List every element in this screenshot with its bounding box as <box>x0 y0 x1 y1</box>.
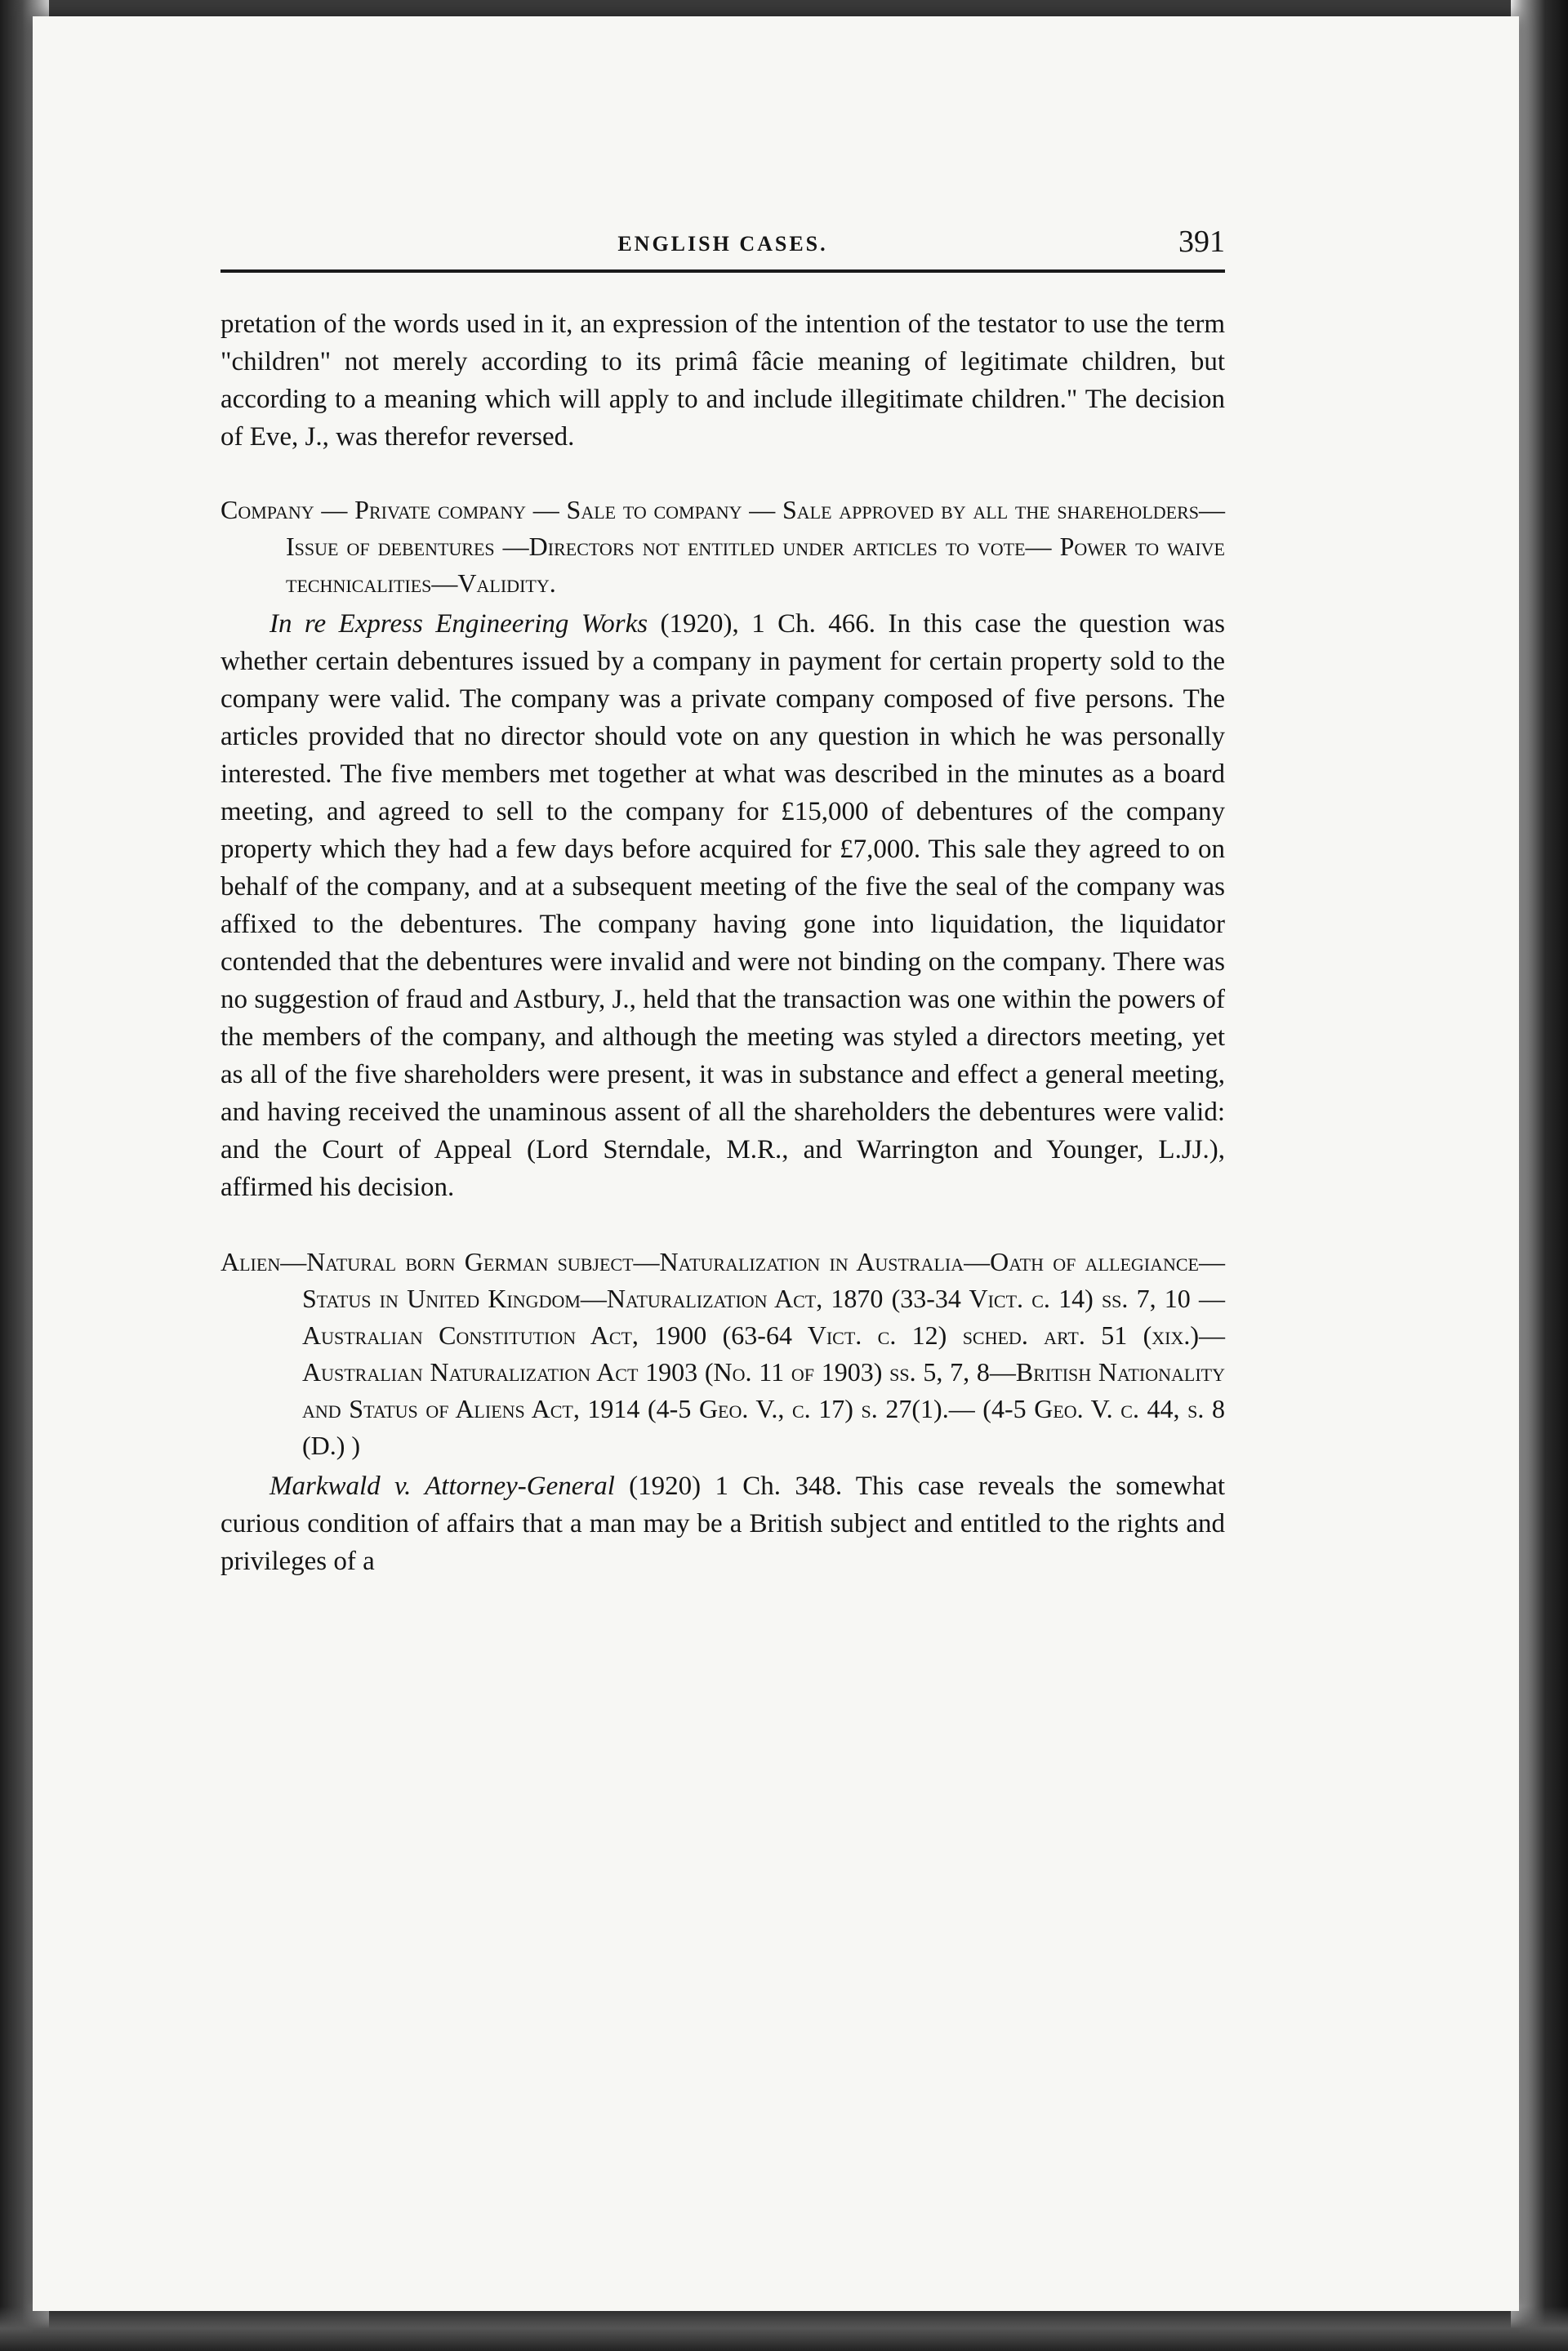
case-name-express-engineering: In re Express Engineering Works <box>270 609 648 639</box>
book-page <box>33 16 1519 2311</box>
case-headnote-company: Company — Private company — Sale to company — Sale approved by all the shareholders—Issue of debentures —Directors not entitled under articles to vote— Power to waive technicalities—Validity. <box>220 495 1225 598</box>
continued-paragraph: pretation of the words used in it, an expression of the intention of the testator to use the term "children" not merely according to its primâ fâcie meaning of legitimate children, but according to a meaning which will apply to and include illegitimate children." The decision of Eve, J., was therefor reversed. <box>220 309 1225 452</box>
running-head-title: ENGLISH CASES. <box>617 232 828 256</box>
case-text-express-engineering: (1920), 1 Ch. 466. In this case the question was whether certain debentures issued by a company in payment for certain property sold to the company were valid. The company was a private company composed of five persons. The articles provided that no director should vote on any question in which he was personally interested. The five members met together at what was described in the minutes as a board meeting, and agreed to sell to the company for £15,000 of debentures of the company property which they had a few days before acquired for £7,000. This sale they agreed to on behalf of the company, and at a subsequent meeting of the five the seal of the company was affixed to the debentures. The company having gone into liquidation, the liquidator contended that the debentures were invalid and were not binding on the company. There was no suggestion of fraud and Astbury, J., held that the transaction was one within the powers of the members of the company, and although the meeting was styled a directors meeting, yet as all of the five shareholders were present, it was in substance and effect a general meeting, and having received the unaminous assent of all the shareholders the debentures were valid: and the Court of Appeal (Lord Sterndale, M.R., and Warrington and Younger, L.JJ.), affirmed his decision. <box>220 609 1225 1202</box>
case-text-markwald: (1920) 1 Ch. 348. This case reveals the somewhat curious condition of affairs that a man may be a British subject and entitled to the rights and privileges of a <box>220 1472 1226 1576</box>
case-headnote-alien: Alien—Natural born German subject—Naturalization in Australia—Oath of allegiance—Status in United Kingdom—Naturalization Act, 1870 (33-34 Vict. c. 14) ss. 7, 10 —Australian Constitution Act, 1900 (63-64 Vict. c. 12) sched. art. 51 (xix.)—Australian Naturalization Act 1903 (No. 11 of 1903) ss. 5, 7, 8—British Nationality and Status of Aliens Act, 1914 (4-5 Geo. V., c. 17) s. 27(1).— (4-5 Geo. V. c. 44, s. 8 (D.) ) <box>220 1247 1225 1460</box>
page-content <box>220 220 1225 1580</box>
case-name-markwald: Markwald v. Attorney-General <box>270 1472 615 1501</box>
case-body-express-engineering <box>220 605 1225 1206</box>
page-number: 391 <box>1178 225 1225 259</box>
scan-edge-bottom <box>0 2306 1568 2351</box>
running-head <box>220 220 1225 273</box>
scan-edge-right <box>1511 0 1568 2351</box>
case-body-markwald <box>220 1467 1225 1580</box>
